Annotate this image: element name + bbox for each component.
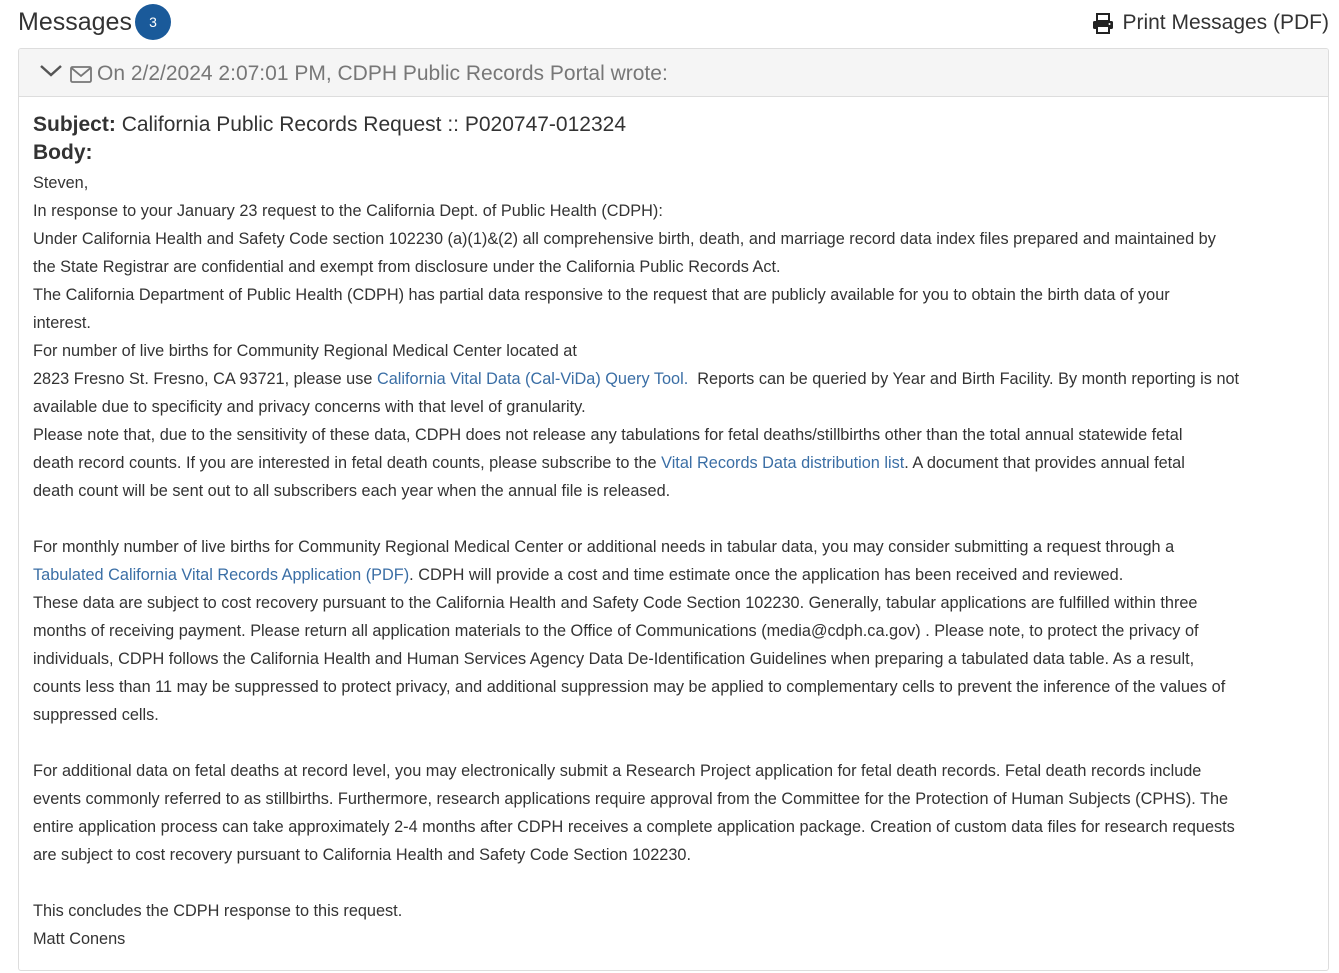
paragraph	[33, 365, 1318, 393]
chevron-down-icon[interactable]	[39, 63, 63, 79]
paragraph: For monthly number of live births for Community Regional Medical Center or additional needs in tabular data, you may consider submitting a request through a	[33, 538, 1175, 556]
subject-value: California Public Records Request :: P020747-012324	[121, 113, 626, 136]
vital-records-distribution-link[interactable]: Vital Records Data distribution list	[661, 454, 905, 472]
paragraph: entire application process can take approximately 2-4 months after CDPH receives a complete application package. Creation of custom data files for research requests	[33, 818, 1235, 836]
message-body	[33, 111, 1318, 953]
spacer	[33, 505, 1318, 533]
paragraph: Under California Health and Safety Code section 102230 (a)(1)&(2) all comprehensive birth, death, and marriage record data index files prepared and maintained by	[33, 230, 1216, 248]
paragraph: individuals, CDPH follows the California Health and Human Services Agency Data De-Identification Guidelines when preparing a tabulated data table. As a result,	[33, 650, 1195, 668]
paragraph: These data are subject to cost recovery pursuant to the California Health and Safety Code Section 102230. Generally, tabular applications are fulfilled within three	[33, 594, 1198, 612]
subject-label: Subject:	[33, 113, 116, 136]
print-messages-label: Print Messages (PDF)	[1122, 11, 1329, 34]
paragraph: available due to specificity and privacy concerns with that level of granularity.	[33, 398, 586, 416]
spacer	[33, 869, 1318, 897]
paragraph: are subject to cost recovery pursuant to California Health and Safety Code Section 102230.	[33, 846, 691, 864]
paragraph: For additional data on fetal deaths at record level, you may electronically submit a Research Project application for fetal death records. Fetal death records include	[33, 762, 1202, 780]
paragraph	[33, 449, 1318, 477]
message-count-badge: 3	[135, 4, 171, 40]
paragraph	[33, 561, 1318, 589]
subject-line	[33, 111, 1318, 139]
paragraph: interest.	[33, 314, 91, 332]
printer-icon	[1092, 13, 1114, 34]
text: Reports can be queried by Year and Birth Facility. By month reporting is not	[688, 370, 1240, 388]
text: . A document that provides annual fetal	[904, 454, 1185, 472]
text: death record counts. If you are interested in fetal death counts, please subscribe to the	[33, 454, 662, 472]
paragraph: death count will be sent out to all subscribers each year when the annual file is released.	[33, 482, 671, 500]
envelope-icon	[70, 66, 92, 83]
message-heading-text: On 2/2/2024 2:07:01 PM, CDPH Public Records Portal wrote:	[97, 62, 668, 85]
message-heading[interactable]	[19, 49, 1328, 97]
paragraph: In response to your January 23 request to the California Dept. of Public Health (CDPH):	[33, 202, 663, 220]
paragraph: For number of live births for Community Regional Medical Center located at	[33, 342, 577, 360]
messages-title: Messages	[18, 8, 132, 36]
print-messages-button[interactable]	[1092, 9, 1329, 37]
tabulated-application-link[interactable]: Tabulated California Vital Records Application (PDF)	[33, 566, 410, 584]
paragraph: the State Registrar are confidential and exempt from disclosure under the California Public Records Act.	[33, 258, 781, 276]
spacer	[33, 729, 1318, 757]
text: 2823 Fresno St. Fresno, CA 93721, please use	[33, 370, 377, 388]
body-label: Body:	[33, 141, 93, 164]
paragraph: months of receiving payment. Please return all application materials to the Office of Communications (media@cdph.ca.gov) . Please note, to protect the privacy of	[33, 622, 1199, 640]
greeting: Steven,	[33, 174, 89, 192]
paragraph: events commonly referred to as stillbirths. Furthermore, research applications require approval from the Committee for the Protection of Human Subjects (CPHS). The	[33, 790, 1229, 808]
signature: Matt Conens	[33, 930, 126, 948]
paragraph: suppressed cells.	[33, 706, 159, 724]
paragraph: The California Department of Public Health (CDPH) has partial data responsive to the request that are publicly available for you to obtain the birth data of your	[33, 286, 1170, 304]
cal-vida-link[interactable]: California Vital Data (Cal-ViDa) Query Tool.	[376, 370, 689, 388]
text: . CDPH will provide a cost and time estimate once the application has been received and reviewed.	[409, 566, 1124, 584]
message-panel	[18, 48, 1329, 971]
paragraph: This concludes the CDPH response to this request.	[33, 902, 403, 920]
messages-header	[18, 0, 1329, 46]
paragraph: counts less than 11 may be suppressed to protect privacy, and additional suppression may be applied to complementary cells to prevent the inference of the values of	[33, 678, 1226, 696]
paragraph: Please note that, due to the sensitivity of these data, CDPH does not release any tabulations for fetal deaths/stillbirths other than the total annual statewide fetal	[33, 426, 1183, 444]
message-text	[33, 169, 1318, 953]
